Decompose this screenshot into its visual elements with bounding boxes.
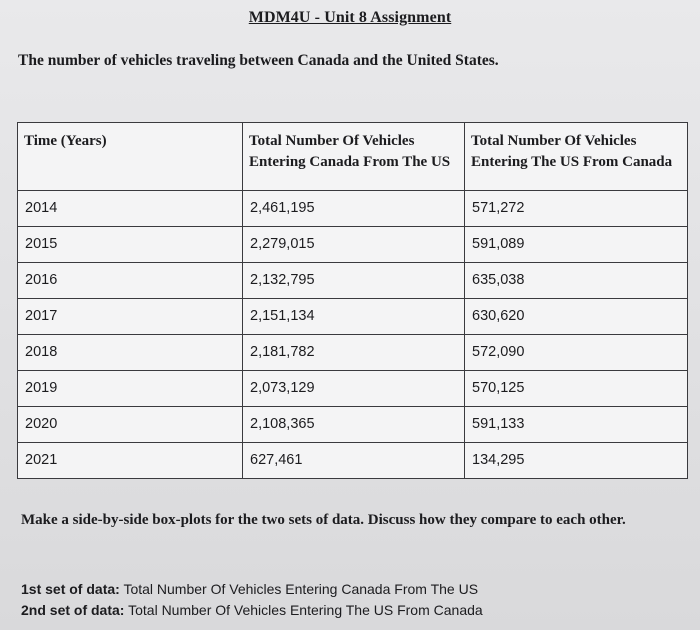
- cell-year: 2018: [18, 335, 243, 371]
- data-set-2-text: Total Number Of Vehicles Entering The US From Canada: [128, 602, 483, 618]
- cell-into-us: 134,295: [465, 443, 688, 479]
- cell-into-canada: 2,461,195: [243, 191, 465, 227]
- cell-into-canada: 2,073,129: [243, 371, 465, 407]
- data-set-1-label: 1st set of data:: [21, 581, 120, 597]
- cell-into-us: 635,038: [465, 263, 688, 299]
- column-header-into-canada: Total Number Of Vehicles Entering Canada From The US: [243, 123, 465, 191]
- cell-into-us: 570,125: [465, 371, 688, 407]
- cell-into-us: 591,133: [465, 407, 688, 443]
- cell-year: 2015: [18, 227, 243, 263]
- data-set-1-text: Total Number Of Vehicles Entering Canada From The US: [123, 581, 479, 597]
- column-header-into-us: Total Number Of Vehicles Entering The US From Canada: [465, 123, 688, 191]
- page-subtitle: The number of vehicles traveling between Canada and the United States.: [18, 52, 499, 69]
- cell-into-us: 571,272: [465, 191, 688, 227]
- data-set-1-line: [21, 581, 478, 597]
- vehicle-data-table: [17, 122, 688, 479]
- table-row: [18, 443, 688, 479]
- cell-year: 2016: [18, 263, 243, 299]
- table-row: [18, 191, 688, 227]
- cell-into-canada: 2,132,795: [243, 263, 465, 299]
- cell-year: 2017: [18, 299, 243, 335]
- table-row: [18, 335, 688, 371]
- table-row: [18, 299, 688, 335]
- cell-into-canada: 2,151,134: [243, 299, 465, 335]
- data-set-2-label: 2nd set of data:: [21, 602, 125, 618]
- assignment-question: Make a side-by-side box-plots for the two sets of data. Discuss how they compare to each other.: [21, 512, 626, 528]
- page-title: MDM4U - Unit 8 Assignment: [248, 9, 452, 26]
- cell-into-canada: 2,108,365: [243, 407, 465, 443]
- table-row: [18, 263, 688, 299]
- cell-into-us: 572,090: [465, 335, 688, 371]
- table-row: [18, 371, 688, 407]
- column-header-year: Time (Years): [18, 123, 243, 191]
- cell-into-canada: 2,181,782: [243, 335, 465, 371]
- cell-year: 2020: [18, 407, 243, 443]
- cell-into-canada: 627,461: [243, 443, 465, 479]
- table-row: [18, 407, 688, 443]
- cell-into-canada: 2,279,015: [243, 227, 465, 263]
- cell-into-us: 630,620: [465, 299, 688, 335]
- cell-year: 2014: [18, 191, 243, 227]
- cell-year: 2019: [18, 371, 243, 407]
- data-set-2-line: [21, 602, 483, 618]
- table-header-row: [18, 123, 688, 191]
- table-row: [18, 227, 688, 263]
- cell-year: 2021: [18, 443, 243, 479]
- cell-into-us: 591,089: [465, 227, 688, 263]
